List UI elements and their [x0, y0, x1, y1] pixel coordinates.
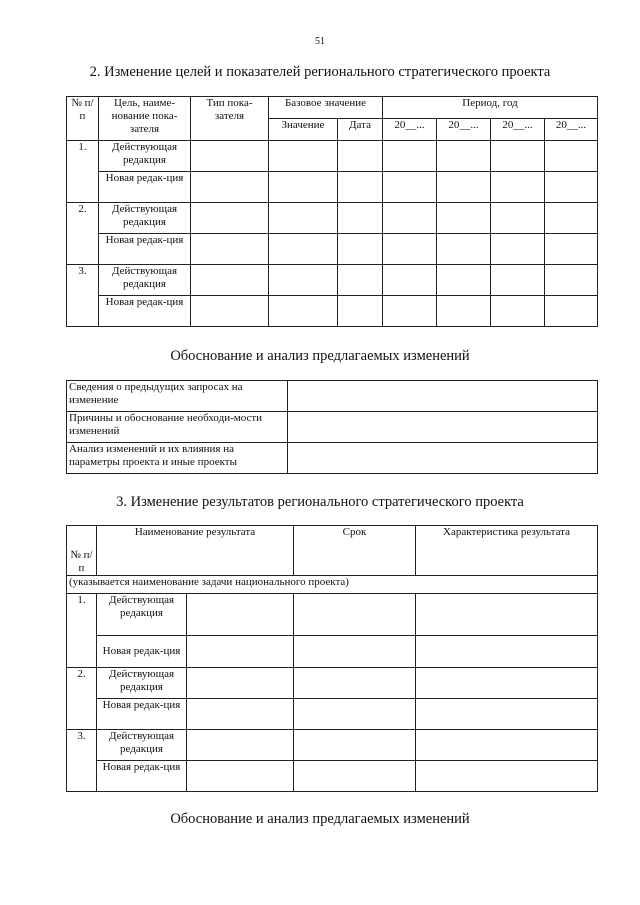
justification2-heading: Обоснование и анализ предлагаемых изменений [170, 811, 470, 827]
row-new-label: Новая редак-ция [97, 761, 187, 792]
header-year-4: 20__... [545, 119, 598, 141]
section2-heading: 2. Изменение целей и показателей регионального стратегического проекта [89, 64, 551, 80]
header-date: Дата [338, 119, 383, 141]
header-result-name: Наименование результата [97, 526, 294, 576]
results-table [66, 525, 598, 792]
row-current-label: Действующая редакция [99, 141, 191, 172]
row-current-label: Действующая редакция [97, 730, 187, 761]
row-current-label: Действующая редакция [99, 265, 191, 296]
row-num: 3. [67, 265, 99, 327]
justification-row-label: Причины и обоснование необходи-мости изменений [67, 412, 288, 443]
header-goal: Цель, наиме-нование пока-зателя [99, 97, 191, 141]
justification-table [66, 380, 598, 474]
header-year-1: 20__... [383, 119, 437, 141]
row-num: 2. [67, 668, 97, 730]
row-current-label: Действующая редакция [97, 594, 187, 636]
justification-row-label: Анализ изменений и их влияния на параметры проекта и иные проекты [67, 443, 288, 474]
goals-indicators-table [66, 96, 598, 327]
row-num: 3. [67, 730, 97, 792]
section3-heading: 3. Изменение результатов регионального стратегического проекта [116, 494, 524, 510]
header-characteristic: Характеристика результата [416, 526, 598, 576]
task-note: (указывается наименование задачи национального проекта) [67, 576, 598, 594]
header-term: Срок [294, 526, 416, 576]
header-period: Период, год [383, 97, 598, 119]
row-current-label: Действующая редакция [97, 668, 187, 699]
row-current-label: Действующая редакция [99, 203, 191, 234]
header-year-2: 20__... [437, 119, 491, 141]
row-num: 2. [67, 203, 99, 265]
justification1-heading: Обоснование и анализ предлагаемых изменений [170, 348, 470, 364]
row-num: 1. [67, 594, 97, 668]
header-num: № п/п [67, 97, 99, 141]
row-new-label: Новая редак-ция [97, 699, 187, 730]
header-base-value: Базовое значение [269, 97, 383, 119]
header-num: № п/п [67, 526, 97, 576]
header-value: Значение [269, 119, 338, 141]
header-year-3: 20__... [491, 119, 545, 141]
page-number: 51 [315, 36, 325, 47]
row-num: 1. [67, 141, 99, 203]
header-type: Тип пока-зателя [191, 97, 269, 141]
row-new-label: Новая редак-ция [99, 172, 191, 203]
row-new-label: Новая редак-ция [99, 296, 191, 327]
row-new-label: Новая редак-ция [99, 234, 191, 265]
row-new-label: Новая редак-ция [97, 636, 187, 668]
justification-row-label: Сведения о предыдущих запросах на изменение [67, 381, 288, 412]
